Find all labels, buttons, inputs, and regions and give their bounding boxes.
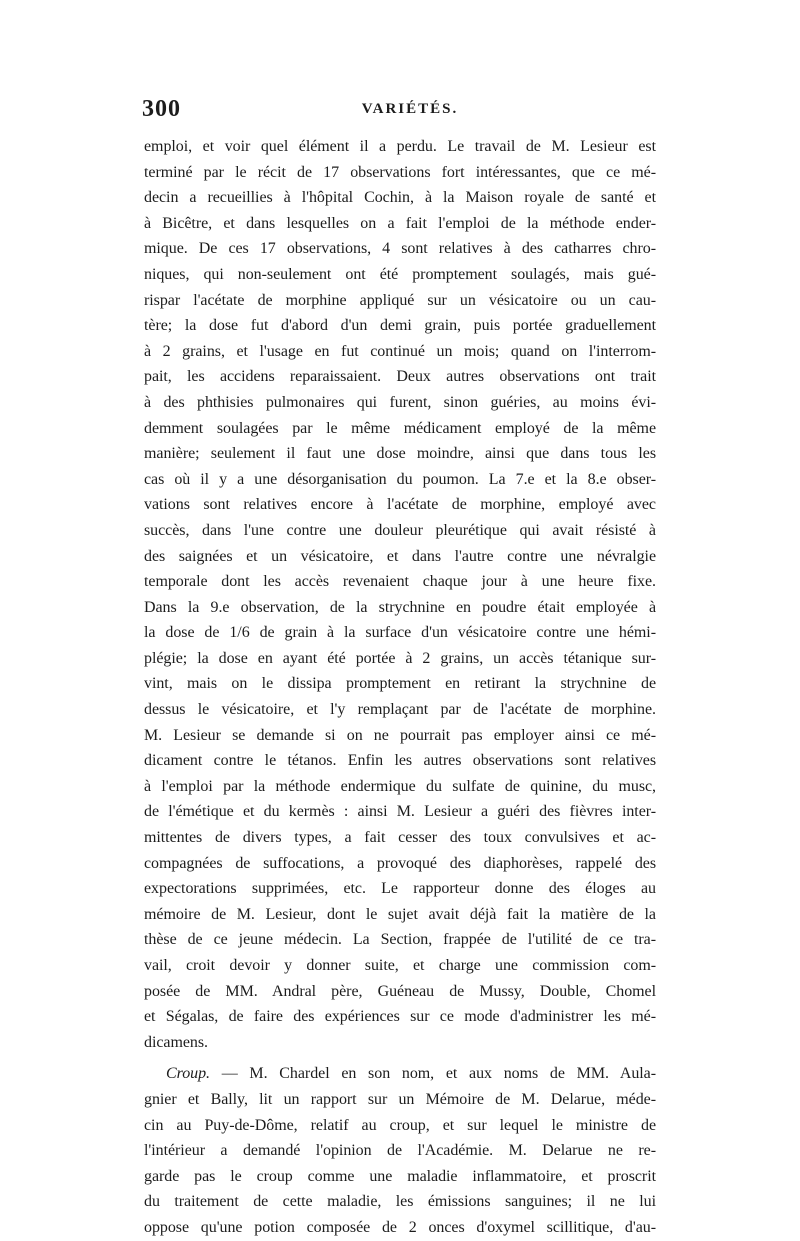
section-title: Croup. bbox=[166, 1065, 211, 1083]
text-line: mémoire de M. Lesieur, dont le sujet avait déjà fait la matière de la bbox=[144, 905, 656, 923]
text-line: cas où il y a une désorganisation du poumon. La 7.e et la 8.e obser- bbox=[144, 470, 656, 488]
text-line: M. Lesieur se demande si on ne pourrait pas employer ainsi ce mé- bbox=[144, 726, 656, 744]
text-line: vations sont relatives encore à l'acétate de morphine, employé avec bbox=[144, 496, 656, 514]
text-fragment: — M. Chardel en son nom, et aux noms de MM. Aula- bbox=[210, 1065, 656, 1083]
text-line: mittentes de divers types, a fait cesser des toux convulsives et ac- bbox=[144, 829, 656, 847]
text-line: dicamens. bbox=[144, 1033, 208, 1051]
text-line: succès, dans l'une contre une douleur pleurétique qui avait résisté à bbox=[144, 521, 656, 539]
text-line: demment soulagées par le même médicament employé de la même bbox=[144, 419, 656, 437]
text-line: du traitement de cette maladie, les émissions sanguines; il ne lui bbox=[144, 1193, 656, 1211]
text-line: Dans la 9.e observation, de la strychnine en poudre était employée à bbox=[144, 598, 656, 616]
text-line: de l'émétique et du kermès : ainsi M. Lesieur a guéri des fièvres inter- bbox=[144, 803, 656, 821]
text-line: temporale dont les accès revenaient chaque jour à une heure fixe. bbox=[144, 573, 656, 591]
page-number: 300 bbox=[142, 96, 181, 122]
paragraph-1 bbox=[144, 134, 656, 1055]
text-line: mique. De ces 17 observations, 4 sont relatives à des catharres chro- bbox=[144, 240, 656, 258]
text-line: l'intérieur a demandé l'opinion de l'Académie. M. Delarue ne re- bbox=[144, 1142, 656, 1160]
text-line bbox=[144, 1061, 656, 1087]
text-line: manière; seulement il faut une dose moindre, ainsi que dans tous les bbox=[144, 445, 656, 463]
text-line: posée de MM. Andral père, Guéneau de Mussy, Double, Chomel bbox=[144, 982, 656, 1000]
text-line: dicament contre le tétanos. Enfin les autres observations sont relatives bbox=[144, 752, 656, 770]
text-line: tère; la dose fut d'abord d'un demi grain, puis portée graduellement bbox=[144, 317, 656, 335]
page-header bbox=[142, 96, 678, 126]
text-line: emploi, et voir quel élément il a perdu. Le travail de M. Lesieur est bbox=[144, 138, 656, 155]
text-line: garde pas le croup comme une maladie inflammatoire, et proscrit bbox=[144, 1167, 656, 1185]
text-line: pait, les accidens reparaissaient. Deux autres observations ont trait bbox=[144, 368, 656, 386]
text-line: gnier et Bally, lit un rapport sur un Mémoire de M. Delarue, méde- bbox=[144, 1090, 656, 1108]
body-text bbox=[144, 134, 656, 1241]
text-line: cin au Puy-de-Dôme, relatif au croup, et sur lequel le ministre de bbox=[144, 1116, 656, 1134]
text-line: à l'emploi par la méthode endermique du sulfate de quinine, du musc, bbox=[144, 777, 656, 795]
text-line: thèse de ce jeune médecin. La Section, frappée de l'utilité de ce tra- bbox=[144, 931, 656, 949]
text-line: vint, mais on le dissipa promptement en retirant la strychnine de bbox=[144, 675, 656, 693]
text-line: rispar l'acétate de morphine appliqué sur un vésicatoire ou un cau- bbox=[144, 291, 656, 309]
text-line: oppose qu'une potion composée de 2 onces d'oxymel scillitique, d'au- bbox=[144, 1218, 656, 1236]
text-line: à 2 grains, et l'usage en fut continué un mois; quand on l'interrom- bbox=[144, 342, 656, 360]
paragraph-2 bbox=[144, 1061, 656, 1240]
text-line: terminé par le récit de 17 observations fort intéressantes, que ce mé- bbox=[144, 163, 656, 181]
text-line: à des phthisies pulmonaires qui furent, sinon guéries, au moins évi- bbox=[144, 393, 656, 411]
text-line: dessus le vésicatoire, et l'y remplaçant par de l'acétate de morphine. bbox=[144, 701, 656, 719]
text-line: plégie; la dose en ayant été portée à 2 grains, un accès tétanique sur- bbox=[144, 649, 656, 667]
text-line: expectorations supprimées, etc. Le rapporteur donne des éloges au bbox=[144, 880, 656, 898]
text-line: niques, qui non-seulement ont été promptement soulagés, mais gué- bbox=[144, 265, 656, 283]
running-head: VARIÉTÉS. bbox=[361, 101, 459, 117]
text-line: decin a recueillies à l'hôpital Cochin, à la Maison royale de santé et bbox=[144, 189, 656, 207]
text-line: à Bicêtre, et dans lesquelles on a fait l'emploi de la méthode ender- bbox=[144, 214, 656, 232]
text-line: des saignées et un vésicatoire, et dans l'autre contre une névralgie bbox=[144, 547, 656, 565]
text-line: vail, croit devoir y donner suite, et charge une commission com- bbox=[144, 957, 656, 974]
text-line: et Ségalas, de faire des expériences sur ce mode d'administrer les mé- bbox=[144, 1008, 656, 1026]
text-line: compagnées de suffocations, a provoqué des diaphorèses, rappelé des bbox=[144, 854, 656, 872]
text-line: la dose de 1/6 de grain à la surface d'un vésicatoire contre une hémi- bbox=[144, 624, 656, 642]
